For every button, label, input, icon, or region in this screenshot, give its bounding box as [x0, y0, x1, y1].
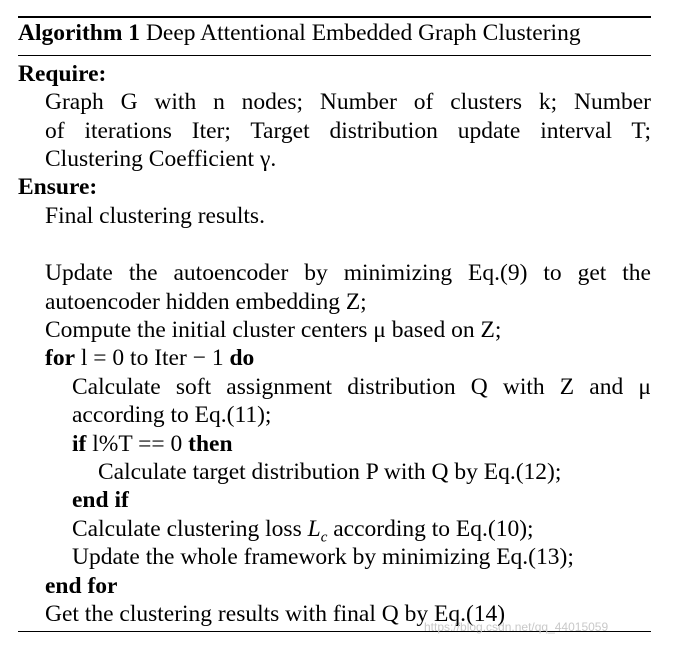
require-label: Require:: [18, 61, 107, 87]
require-line-1: Graph G with n nodes; Number of clusters k; Number: [45, 89, 651, 115]
if-body: Calculate target distribution P with Q by Eq.(12);: [98, 459, 562, 485]
ensure-line-1: Final clustering results.: [45, 203, 265, 229]
final-step: Get the clustering results with final Q by Eq.(14): [45, 601, 506, 627]
for-keyword: for: [45, 345, 76, 371]
do-keyword: do: [229, 345, 255, 371]
then-keyword: then: [188, 431, 233, 457]
if-keyword: if: [72, 431, 87, 457]
if-condition: l%T == 0: [92, 431, 183, 457]
loop-step-1-line-2: according to Eq.(11);: [72, 402, 272, 428]
step-2: Compute the initial cluster centers μ based on Z;: [45, 317, 502, 343]
caption-rule: [18, 55, 651, 56]
loss-symbol: L: [307, 516, 321, 542]
source-watermark: https://blog.csdn.net/qq_44015059: [424, 620, 609, 634]
if-statement: [72, 430, 233, 458]
loss-subscript: c: [320, 529, 328, 546]
loop-step-3: Update the whole framework by minimizing Eq.(13);: [72, 544, 574, 570]
algorithm-title: Deep Attentional Embedded Graph Clustering: [145, 20, 581, 46]
algorithm-label: Algorithm 1: [18, 20, 141, 46]
algorithm-block: [18, 0, 651, 649]
end-for: end for: [45, 573, 118, 599]
loop-step-2-post: according to Eq.(10);: [327, 516, 534, 542]
top-rule: [18, 16, 651, 18]
loop-step-2-pre: Calculate clustering loss: [72, 516, 308, 542]
end-if: end if: [72, 487, 129, 513]
loop-step-2: [72, 515, 534, 546]
step-1-line-1: Update the autoencoder by minimizing Eq.(9) to get the: [45, 260, 651, 286]
require-line-3: Clustering Coefficient γ.: [45, 146, 277, 172]
for-statement: [45, 344, 254, 372]
ensure-label: Ensure:: [18, 174, 98, 200]
loop-step-1-line-1: Calculate soft assignment distribution Q with Z and μ: [72, 374, 651, 400]
for-condition: l = 0 to Iter − 1: [80, 345, 224, 371]
require-line-2: of iterations Iter; Target distribution update interval T;: [45, 118, 651, 144]
algorithm-caption: [18, 19, 581, 47]
step-1-line-2: autoencoder hidden embedding Z;: [45, 289, 367, 315]
